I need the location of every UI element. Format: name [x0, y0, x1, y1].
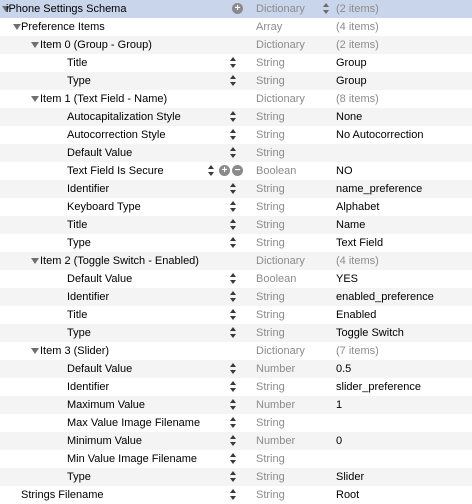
row-value[interactable]: Root: [336, 489, 360, 501]
row-key[interactable]: Text Field Is Secure: [67, 165, 164, 177]
row-key[interactable]: Default Value: [67, 363, 133, 375]
key-stepper-icon[interactable]: [230, 111, 236, 123]
row-type[interactable]: String: [256, 309, 285, 321]
row-key[interactable]: Type: [67, 237, 91, 249]
row-type[interactable]: Array: [256, 21, 283, 33]
plist-row[interactable]: [0, 0, 472, 18]
row-value[interactable]: (7 items): [336, 345, 379, 357]
row-value[interactable]: (4 items): [336, 255, 379, 267]
row-type[interactable]: Number: [256, 399, 296, 411]
row-value[interactable]: Enabled: [336, 309, 377, 321]
stepper-down-icon[interactable]: [230, 280, 236, 284]
row-key[interactable]: Identifier: [67, 183, 110, 195]
row-type[interactable]: Dictionary: [256, 255, 305, 267]
stepper-up-icon[interactable]: [230, 219, 236, 223]
key-stepper-icon[interactable]: [230, 273, 236, 285]
stepper-down-icon[interactable]: [230, 226, 236, 230]
row-type[interactable]: String: [256, 327, 285, 339]
stepper-down-icon[interactable]: [208, 172, 214, 176]
plist-row[interactable]: [0, 216, 472, 234]
plist-row[interactable]: [0, 234, 472, 252]
row-value[interactable]: No Autocorrection: [336, 129, 424, 141]
stepper-up-icon[interactable]: [230, 309, 236, 313]
row-type[interactable]: String: [256, 453, 285, 465]
key-stepper-icon[interactable]: [230, 363, 236, 375]
plist-row[interactable]: [0, 90, 472, 108]
row-value[interactable]: enabled_preference: [336, 291, 434, 303]
row-key[interactable]: Autocorrection Style: [67, 129, 166, 141]
row-type[interactable]: String: [256, 201, 285, 213]
type-stepper-icon[interactable]: [323, 3, 329, 15]
row-key[interactable]: Item 1 (Text Field - Name): [40, 93, 168, 105]
key-stepper-icon[interactable]: [230, 237, 236, 249]
row-value[interactable]: Alphabet: [336, 201, 380, 213]
plist-row[interactable]: [0, 18, 472, 36]
row-value[interactable]: None: [336, 111, 363, 123]
row-value[interactable]: 1: [336, 399, 343, 411]
stepper-down-icon[interactable]: [230, 118, 236, 122]
plist-row[interactable]: [0, 54, 472, 72]
row-type[interactable]: String: [256, 237, 285, 249]
stepper-down-icon[interactable]: [230, 442, 236, 446]
row-key[interactable]: Type: [67, 471, 91, 483]
stepper-up-icon[interactable]: [230, 453, 236, 457]
stepper-up-icon[interactable]: [230, 147, 236, 151]
row-value[interactable]: YES: [336, 273, 359, 285]
stepper-up-icon[interactable]: [230, 129, 236, 133]
key-stepper-icon[interactable]: [230, 417, 236, 429]
row-value[interactable]: (2 items): [336, 3, 379, 15]
plist-row[interactable]: [0, 432, 472, 450]
row-type[interactable]: String: [256, 417, 285, 429]
row-key[interactable]: Item 0 (Group - Group): [40, 39, 152, 51]
row-key[interactable]: Max Value Image Filename: [67, 417, 201, 429]
add-item-icon[interactable]: +: [219, 165, 230, 176]
row-key[interactable]: Item 2 (Toggle Switch - Enabled): [40, 255, 199, 267]
row-value[interactable]: slider_preference: [336, 381, 421, 393]
stepper-down-icon[interactable]: [230, 316, 236, 320]
add-item-icon[interactable]: +: [232, 3, 243, 14]
plist-row[interactable]: [0, 468, 472, 486]
row-key[interactable]: Autocapitalization Style: [67, 111, 181, 123]
row-value[interactable]: NO: [336, 165, 353, 177]
key-stepper-icon[interactable]: [208, 165, 214, 177]
key-stepper-icon[interactable]: [230, 129, 236, 141]
row-value[interactable]: Slider: [336, 471, 365, 483]
stepper-up-icon[interactable]: [230, 489, 236, 493]
plist-row[interactable]: [0, 486, 472, 504]
plist-row[interactable]: [0, 342, 472, 360]
plist-row[interactable]: [0, 378, 472, 396]
stepper-down-icon[interactable]: [230, 244, 236, 248]
plist-row[interactable]: [0, 306, 472, 324]
row-key[interactable]: Identifier: [67, 381, 110, 393]
row-value[interactable]: (2 items): [336, 39, 379, 51]
stepper-up-icon[interactable]: [230, 417, 236, 421]
row-key[interactable]: Keyboard Type: [67, 201, 141, 213]
plist-row[interactable]: [0, 198, 472, 216]
row-type[interactable]: String: [256, 183, 285, 195]
row-key[interactable]: Type: [67, 327, 91, 339]
type-stepper-down-icon[interactable]: [323, 10, 329, 14]
plist-row[interactable]: [0, 252, 472, 270]
stepper-up-icon[interactable]: [230, 399, 236, 403]
row-value[interactable]: (4 items): [336, 21, 379, 33]
stepper-down-icon[interactable]: [230, 64, 236, 68]
plist-row[interactable]: [0, 180, 472, 198]
row-type[interactable]: String: [256, 147, 285, 159]
remove-item-icon[interactable]: −: [232, 165, 243, 176]
key-stepper-icon[interactable]: [230, 489, 236, 501]
row-type[interactable]: String: [256, 57, 285, 69]
row-key[interactable]: Item 3 (Slider): [40, 345, 110, 357]
stepper-down-icon[interactable]: [230, 298, 236, 302]
row-key[interactable]: Minimum Value: [67, 435, 142, 447]
stepper-down-icon[interactable]: [230, 136, 236, 140]
plist-row[interactable]: [0, 36, 472, 54]
stepper-up-icon[interactable]: [230, 183, 236, 187]
row-key[interactable]: Title: [67, 219, 88, 231]
row-key[interactable]: Strings Filename: [21, 489, 104, 501]
plist-row[interactable]: [0, 108, 472, 126]
stepper-down-icon[interactable]: [230, 406, 236, 410]
stepper-up-icon[interactable]: [230, 381, 236, 385]
key-stepper-icon[interactable]: [230, 291, 236, 303]
plist-row[interactable]: [0, 162, 472, 180]
stepper-up-icon[interactable]: [230, 471, 236, 475]
key-stepper-icon[interactable]: [230, 471, 236, 483]
row-type[interactable]: String: [256, 489, 285, 501]
stepper-down-icon[interactable]: [230, 460, 236, 464]
stepper-down-icon[interactable]: [230, 82, 236, 86]
key-stepper-icon[interactable]: [230, 309, 236, 321]
stepper-down-icon[interactable]: [230, 154, 236, 158]
row-value[interactable]: name_preference: [336, 183, 423, 195]
row-type[interactable]: String: [256, 219, 285, 231]
row-type[interactable]: Boolean: [256, 165, 297, 177]
row-value[interactable]: (8 items): [336, 93, 379, 105]
row-value[interactable]: Text Field: [336, 237, 384, 249]
key-stepper-icon[interactable]: [230, 75, 236, 87]
key-stepper-icon[interactable]: [230, 435, 236, 447]
stepper-down-icon[interactable]: [230, 388, 236, 392]
plist-row[interactable]: [0, 324, 472, 342]
row-key[interactable]: Type: [67, 75, 91, 87]
type-stepper-up-icon[interactable]: [323, 3, 329, 7]
stepper-down-icon[interactable]: [230, 496, 236, 500]
row-value[interactable]: 0: [336, 435, 343, 447]
row-type[interactable]: Dictionary: [256, 3, 305, 15]
plist-row[interactable]: [0, 72, 472, 90]
row-key[interactable]: iPhone Settings Schema: [6, 3, 127, 15]
key-stepper-icon[interactable]: [230, 147, 236, 159]
disclosure-triangle-icon[interactable]: [31, 96, 39, 102]
row-key[interactable]: Title: [67, 309, 88, 321]
stepper-down-icon[interactable]: [230, 334, 236, 338]
plist-row[interactable]: [0, 270, 472, 288]
row-type[interactable]: Number: [256, 435, 296, 447]
row-key[interactable]: Default Value: [67, 147, 133, 159]
stepper-up-icon[interactable]: [230, 111, 236, 115]
row-value[interactable]: Group: [336, 75, 367, 87]
stepper-down-icon[interactable]: [230, 424, 236, 428]
stepper-down-icon[interactable]: [230, 370, 236, 374]
disclosure-triangle-icon[interactable]: [13, 24, 21, 30]
row-type[interactable]: Number: [256, 363, 296, 375]
stepper-down-icon[interactable]: [230, 190, 236, 194]
row-value[interactable]: Group: [336, 57, 367, 69]
row-value[interactable]: 0.5: [336, 363, 352, 375]
stepper-up-icon[interactable]: [230, 237, 236, 241]
row-value[interactable]: Toggle Switch: [336, 327, 404, 339]
row-key[interactable]: Min Value Image Filename: [67, 453, 198, 465]
row-key[interactable]: Identifier: [67, 291, 110, 303]
stepper-up-icon[interactable]: [230, 273, 236, 277]
key-stepper-icon[interactable]: [230, 57, 236, 69]
row-type[interactable]: String: [256, 381, 285, 393]
stepper-up-icon[interactable]: [230, 435, 236, 439]
row-type[interactable]: String: [256, 111, 285, 123]
row-key[interactable]: Maximum Value: [67, 399, 146, 411]
row-type[interactable]: Dictionary: [256, 39, 305, 51]
stepper-up-icon[interactable]: [230, 57, 236, 61]
plist-row[interactable]: [0, 450, 472, 468]
key-stepper-icon[interactable]: [230, 219, 236, 231]
plist-row[interactable]: [0, 396, 472, 414]
stepper-up-icon[interactable]: [230, 327, 236, 331]
stepper-down-icon[interactable]: [230, 208, 236, 212]
disclosure-triangle-icon[interactable]: [31, 348, 39, 354]
stepper-up-icon[interactable]: [230, 363, 236, 367]
plist-row[interactable]: [0, 288, 472, 306]
key-stepper-icon[interactable]: [230, 399, 236, 411]
key-stepper-icon[interactable]: [230, 183, 236, 195]
disclosure-triangle-icon[interactable]: [31, 258, 39, 264]
plist-row[interactable]: [0, 126, 472, 144]
key-stepper-icon[interactable]: [230, 201, 236, 213]
row-type[interactable]: String: [256, 75, 285, 87]
plist-row[interactable]: [0, 360, 472, 378]
key-stepper-icon[interactable]: [230, 453, 236, 465]
stepper-up-icon[interactable]: [230, 291, 236, 295]
key-stepper-icon[interactable]: [230, 327, 236, 339]
key-stepper-icon[interactable]: [230, 381, 236, 393]
plist-row[interactable]: [0, 144, 472, 162]
stepper-up-icon[interactable]: [230, 75, 236, 79]
stepper-down-icon[interactable]: [230, 478, 236, 482]
row-type[interactable]: Dictionary: [256, 345, 305, 357]
row-type[interactable]: String: [256, 129, 285, 141]
row-type[interactable]: String: [256, 291, 285, 303]
plist-row[interactable]: [0, 414, 472, 432]
row-type[interactable]: String: [256, 471, 285, 483]
row-key[interactable]: Title: [67, 57, 88, 69]
disclosure-triangle-icon[interactable]: [31, 42, 39, 48]
row-value[interactable]: Name: [336, 219, 366, 231]
row-type[interactable]: Boolean: [256, 273, 297, 285]
stepper-up-icon[interactable]: [230, 201, 236, 205]
row-key[interactable]: Preference Items: [21, 21, 105, 33]
row-key[interactable]: Default Value: [67, 273, 133, 285]
stepper-up-icon[interactable]: [208, 165, 214, 169]
row-type[interactable]: Dictionary: [256, 93, 305, 105]
